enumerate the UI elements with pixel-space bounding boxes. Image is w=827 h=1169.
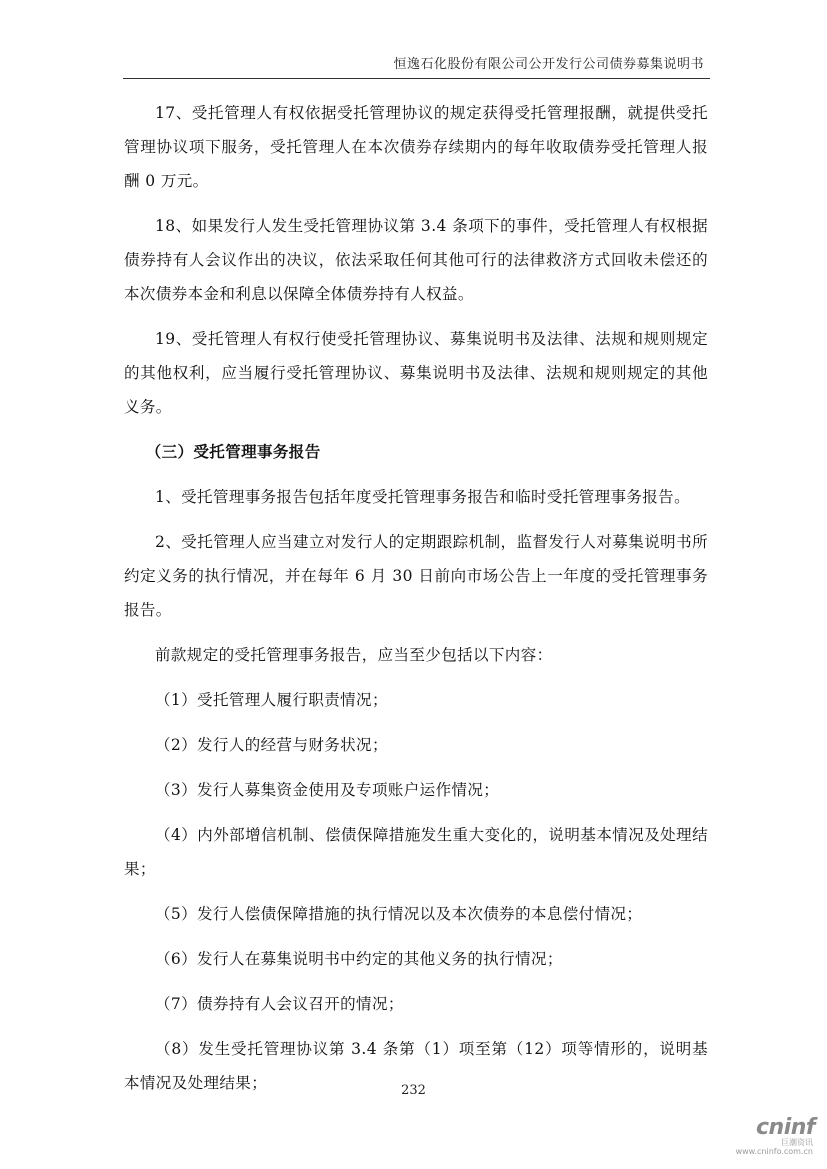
list-item-1: （1）受托管理人履行职责情况；: [155, 691, 388, 709]
paragraph-19: 19、受托管理人有权行使受托管理协议、募集说明书及法律、法规和规则规定的其他权利，应当履行受托管理协议、募集说明书及法律、法规和规则规定的其他义务。: [124, 330, 708, 416]
list-item-3: （3）发行人募集资金使用及专项账户运作情况；: [155, 781, 500, 799]
list-item-8: （8）发生受托管理协议第 3.4 条第（1）项至第（12）项等情形的，说明基本情况及处理结果；: [124, 1040, 708, 1092]
paragraph-report-intro: 前款规定的受托管理事务报告，应当至少包括以下内容：: [155, 646, 553, 664]
cninf-logo: [705, 1115, 815, 1161]
list-item-7: （7）债券持有人会议召开的情况；: [155, 995, 404, 1013]
header-title: 恒逸石化股份有限公司公开发行公司债券募集说明书: [393, 57, 704, 72]
page-header: [123, 50, 710, 79]
paragraph-18: 18、如果发行人发生受托管理协议第 3.4 条项下的事件，受托管理人有权根据债券持有人会议作出的决议，依法采取任何其他可行的法律救济方式回收未偿还的本次债券本金和利息以保障全体债券持有人权益。: [124, 217, 708, 303]
list-item-6: （6）发行人在募集说明书中约定的其他义务的执行情况；: [155, 950, 563, 968]
list-item-2: （2）发行人的经营与财务状况；: [155, 736, 388, 754]
paragraph-17: 17、受托管理人有权依据受托管理协议的规定获得受托管理报酬，就提供受托管理协议项下服务，受托管理人在本次债券存续期内的每年收取债券受托管理人报酬 0 万元。: [124, 104, 708, 190]
document-body: [124, 96, 708, 1111]
logo-url: www.cninfo.com.cn: [735, 1147, 813, 1156]
list-item-5: （5）发行人偿债保障措施的执行情况以及本次债券的本息偿付情况；: [155, 905, 643, 923]
logo-subtitle: 巨潮资讯: [781, 1138, 813, 1147]
paragraph-report-1: 1、受托管理事务报告包括年度受托管理事务报告和临时受托管理事务报告。: [155, 488, 690, 506]
list-item-4: （4）内外部增信机制、偿债保障措施发生重大变化的，说明基本情况及处理结果；: [124, 826, 708, 878]
section-title: （三）受托管理事务报告: [145, 442, 321, 461]
paragraph-report-2: 2、受托管理人应当建立对发行人的定期跟踪机制，监督发行人对募集说明书所约定义务的执行情况，并在每年 6 月 30 日前向市场公告上一年度的受托管理事务报告。: [124, 533, 708, 619]
logo-name: cninf: [756, 1115, 815, 1140]
page-number: 232: [401, 1083, 426, 1098]
